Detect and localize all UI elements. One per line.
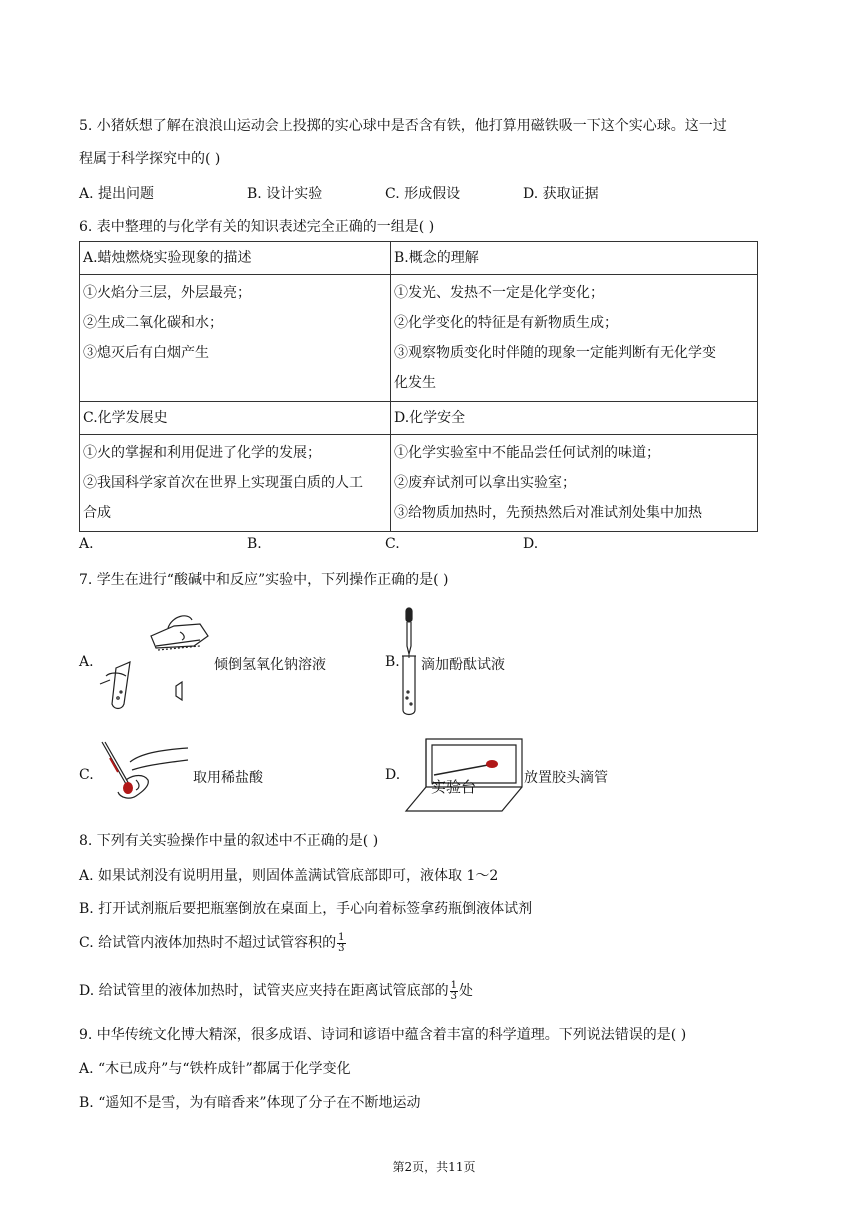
fraction-numerator: 1 bbox=[450, 979, 457, 991]
q7-option-c-caption: 取用稀盐酸 bbox=[193, 770, 263, 786]
fraction-one-third bbox=[450, 981, 458, 1002]
fraction-numerator: 1 bbox=[338, 931, 345, 943]
q6-cell-b-body bbox=[391, 275, 758, 402]
q7-option-b-letter: B. bbox=[385, 654, 400, 670]
q6-cell-a-body bbox=[80, 275, 391, 402]
q9-option-a: A. “木已成舟”与“铁杵成针”都属于化学变化 bbox=[79, 1061, 351, 1077]
q6-b-item: 化发生 bbox=[394, 375, 436, 391]
q6-a-item: ①火焰分三层，外层最亮； bbox=[83, 285, 251, 301]
q8-stem: 8. 下列有关实验操作中量的叙述中不正确的是( ) bbox=[79, 833, 379, 849]
q8-option-c bbox=[79, 932, 347, 954]
q6-c-item: ①火的掌握和利用促进了化学的发展； bbox=[83, 445, 321, 461]
q6-c-item: 合成 bbox=[83, 505, 111, 521]
q8-option-a: A. 如果试剂没有说明用量，则固体盖满试管底部即可，液体取 1～2 bbox=[79, 868, 499, 884]
q6-d-item: ②废弃试剂可以拿出实验室； bbox=[394, 475, 576, 491]
q6-d-item: ①化学实验室中不能品尝任何试剂的味道； bbox=[394, 445, 660, 461]
q6-option-d: D. bbox=[523, 536, 539, 552]
q6-cell-c-body bbox=[80, 435, 391, 532]
q6-c-item: ②我国科学家首次在世界上实现蛋白质的人工 bbox=[83, 475, 363, 491]
q7-option-d-caption: 放置胶头滴管 bbox=[524, 770, 608, 786]
hand-with-dropper-illustration bbox=[96, 740, 192, 804]
q5-option-b: B. 设计实验 bbox=[247, 186, 323, 202]
fraction-one-third bbox=[337, 933, 345, 954]
q5-stem-line1: 5. 小猪妖想了解在浪浪山运动会上投掷的实心球中是否含有铁，他打算用磁铁吸一下这个实心球。这一过 bbox=[79, 118, 727, 134]
q6-d-item: ③给物质加热时，先预热然后对准试剂处集中加热 bbox=[394, 505, 702, 521]
q7-stem: 7. 学生在进行“酸碱中和反应”实验中，下列操作正确的是( ) bbox=[79, 572, 449, 588]
lab-bench-label: 实验台 bbox=[431, 778, 477, 796]
q9-option-b: B. “遥知不是雪，为有暗香来”体现了分子在不断地运动 bbox=[79, 1095, 421, 1111]
q5-option-c: C. 形成假设 bbox=[385, 186, 461, 202]
q8-option-b: B. 打开试剂瓶后要把瓶塞倒放在桌面上，手心向着标签拿药瓶倒液体试剂 bbox=[79, 901, 533, 917]
q6-b-item: ①发光、发热不一定是化学变化； bbox=[394, 285, 604, 301]
q7-option-a-caption: 倾倒氢氧化钠溶液 bbox=[214, 657, 326, 673]
q6-cell-b-header: B.概念的理解 bbox=[391, 242, 758, 275]
q5-option-a: A. 提出问题 bbox=[79, 186, 155, 202]
fraction-denominator: 3 bbox=[450, 990, 457, 1002]
lab-bench-dropper-illustration bbox=[404, 737, 524, 813]
q6-cell-a-header: A.蜡烛燃烧实验现象的描述 bbox=[80, 242, 391, 275]
q6-option-b: B. bbox=[247, 536, 262, 552]
q6-option-c: C. bbox=[385, 536, 400, 552]
q9-stem: 9. 中华传统文化博大精深，很多成语、诗词和谚语中蕴含着丰富的科学道理。下列说法错误的是( ) bbox=[79, 1027, 687, 1043]
q5-stem-line2: 程属于科学探究中的( ) bbox=[79, 151, 221, 167]
q6-knowledge-table bbox=[79, 241, 758, 532]
q6-cell-d-body bbox=[391, 435, 758, 532]
fraction-denominator: 3 bbox=[338, 942, 345, 954]
q6-option-a: A. bbox=[79, 536, 94, 552]
pour-naoh-illustration bbox=[96, 606, 216, 712]
page-footer: 第2页，共11页 bbox=[392, 1160, 476, 1174]
q7-option-c-letter: C. bbox=[79, 767, 94, 783]
q8-option-c-text: C. 给试管内液体加热时不超过试管容积的 bbox=[79, 935, 337, 951]
q6-stem: 6. 表中整理的与化学有关的知识表述完全正确的一组是( ) bbox=[79, 219, 435, 235]
q6-a-item: ③熄灭后有白烟产生 bbox=[83, 345, 209, 361]
q6-b-item: ③观察物质变化时伴随的现象一定能判断有无化学变 bbox=[394, 345, 716, 361]
q8-option-d bbox=[79, 980, 473, 1002]
dropper-test-tube-illustration bbox=[398, 606, 422, 718]
q6-a-item: ②生成二氧化碳和水； bbox=[83, 315, 223, 331]
q6-b-item: ②化学变化的特征是有新物质生成； bbox=[394, 315, 618, 331]
q5-option-d: D. 获取证据 bbox=[523, 186, 599, 202]
q7-option-b-caption: 滴加酚酞试液 bbox=[421, 657, 505, 673]
q7-option-a-letter: A. bbox=[79, 654, 94, 670]
q7-option-d-letter: D. bbox=[385, 767, 401, 783]
q8-option-d-text: D. 给试管里的液体加热时，试管夹应夹持在距离试管底部的 bbox=[79, 983, 449, 999]
q6-cell-d-header: D.化学安全 bbox=[391, 402, 758, 435]
q8-option-d-suffix: 处 bbox=[459, 983, 473, 999]
q6-cell-c-header: C.化学发展史 bbox=[80, 402, 391, 435]
